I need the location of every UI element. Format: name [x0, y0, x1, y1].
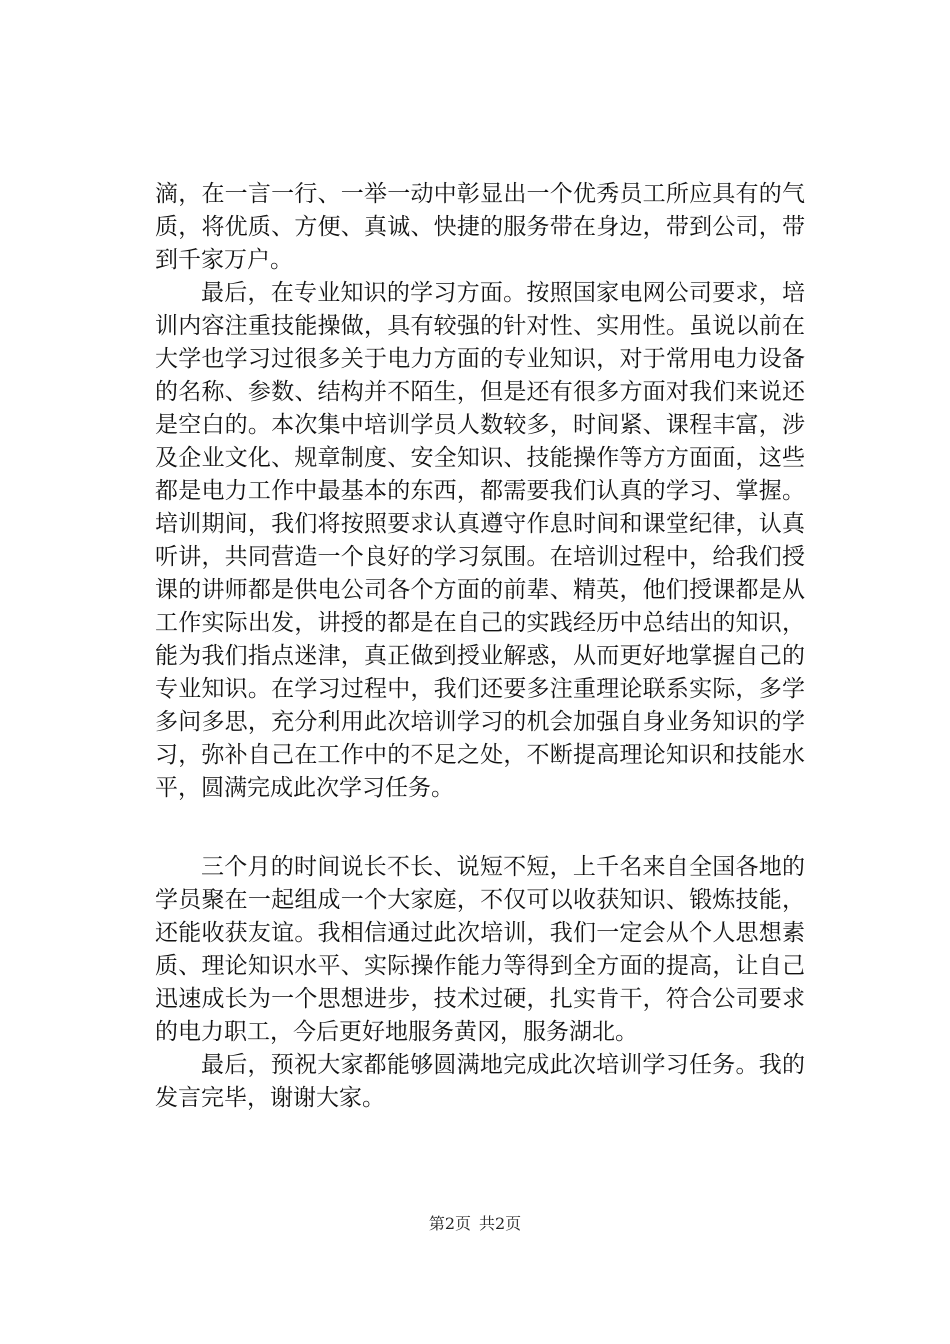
paragraph-closing: 最后，预祝大家都能够圆满地完成此次培训学习任务。我的发言完毕，谢谢大家。: [155, 1052, 805, 1111]
paragraph-professional-knowledge: 最后，在专业知识的学习方面。按照国家电网公司要求，培训内容注重技能操做，具有较强的针对性、实用性。虽说以前在大学也学习过很多关于电力方面的专业知识，对于常用电力设备的名称、参数、结构并不陌生，但是还有很多方面对我们来说还是空白的。本次集中培训学员人数较多，时间紧、课程丰富，涉及企业文化、规章制度、安全知识、技能操作等方方面面，这些都是电力工作中最基本的东西，都需要我们认真的学习、掌握。培训期间，我们将按照要求认真遵守作息时间和课堂纪律，认真听讲，共同营造一个良好的学习氛围。在培训过程中，给我们授课的讲师都是供电公司各个方面的前辈、精英，他们授课都是从工作实际出发，讲授的都是在自己的实践经历中总结出的知识，能为我们指点迷津，真正做到授业解惑，从而更好地掌握自己的专业知识。在学习过程中，我们还要多注重理论联系实际，多学多问多思，充分利用此次培训学习的机会加强自身业务知识的学习，弥补自己在工作中的不足之处，不断提高理论知识和技能水平，圆满完成此次学习任务。: [155, 280, 805, 801]
paragraph-continuation: 滴，在一言一行、一举一动中彰显出一个优秀员工所应具有的气质，将优质、方便、真诚、快捷的服务带在身边，带到公司，带到千家万户。: [155, 181, 805, 273]
document-body: [155, 178, 805, 1115]
page-number: 第2页: [428, 1214, 471, 1233]
paragraph-three-months: 三个月的时间说长不长、说短不短，上千名来自全国各地的学员聚在一起组成一个大家庭，不仅可以收获知识、锻炼技能，还能收获友谊。我相信通过此次培训，我们一定会从个人思想素质、理论知识水平、实际操作能力等得到全方面的提高，让自己迅速成长为一个思想进步，技术过硬，扎实肯干，符合公司要求的电力职工，今后更好地服务黄冈，服务湖北。: [155, 854, 805, 1045]
page-footer: [0, 1214, 950, 1234]
page-total: 共2页: [479, 1214, 522, 1233]
